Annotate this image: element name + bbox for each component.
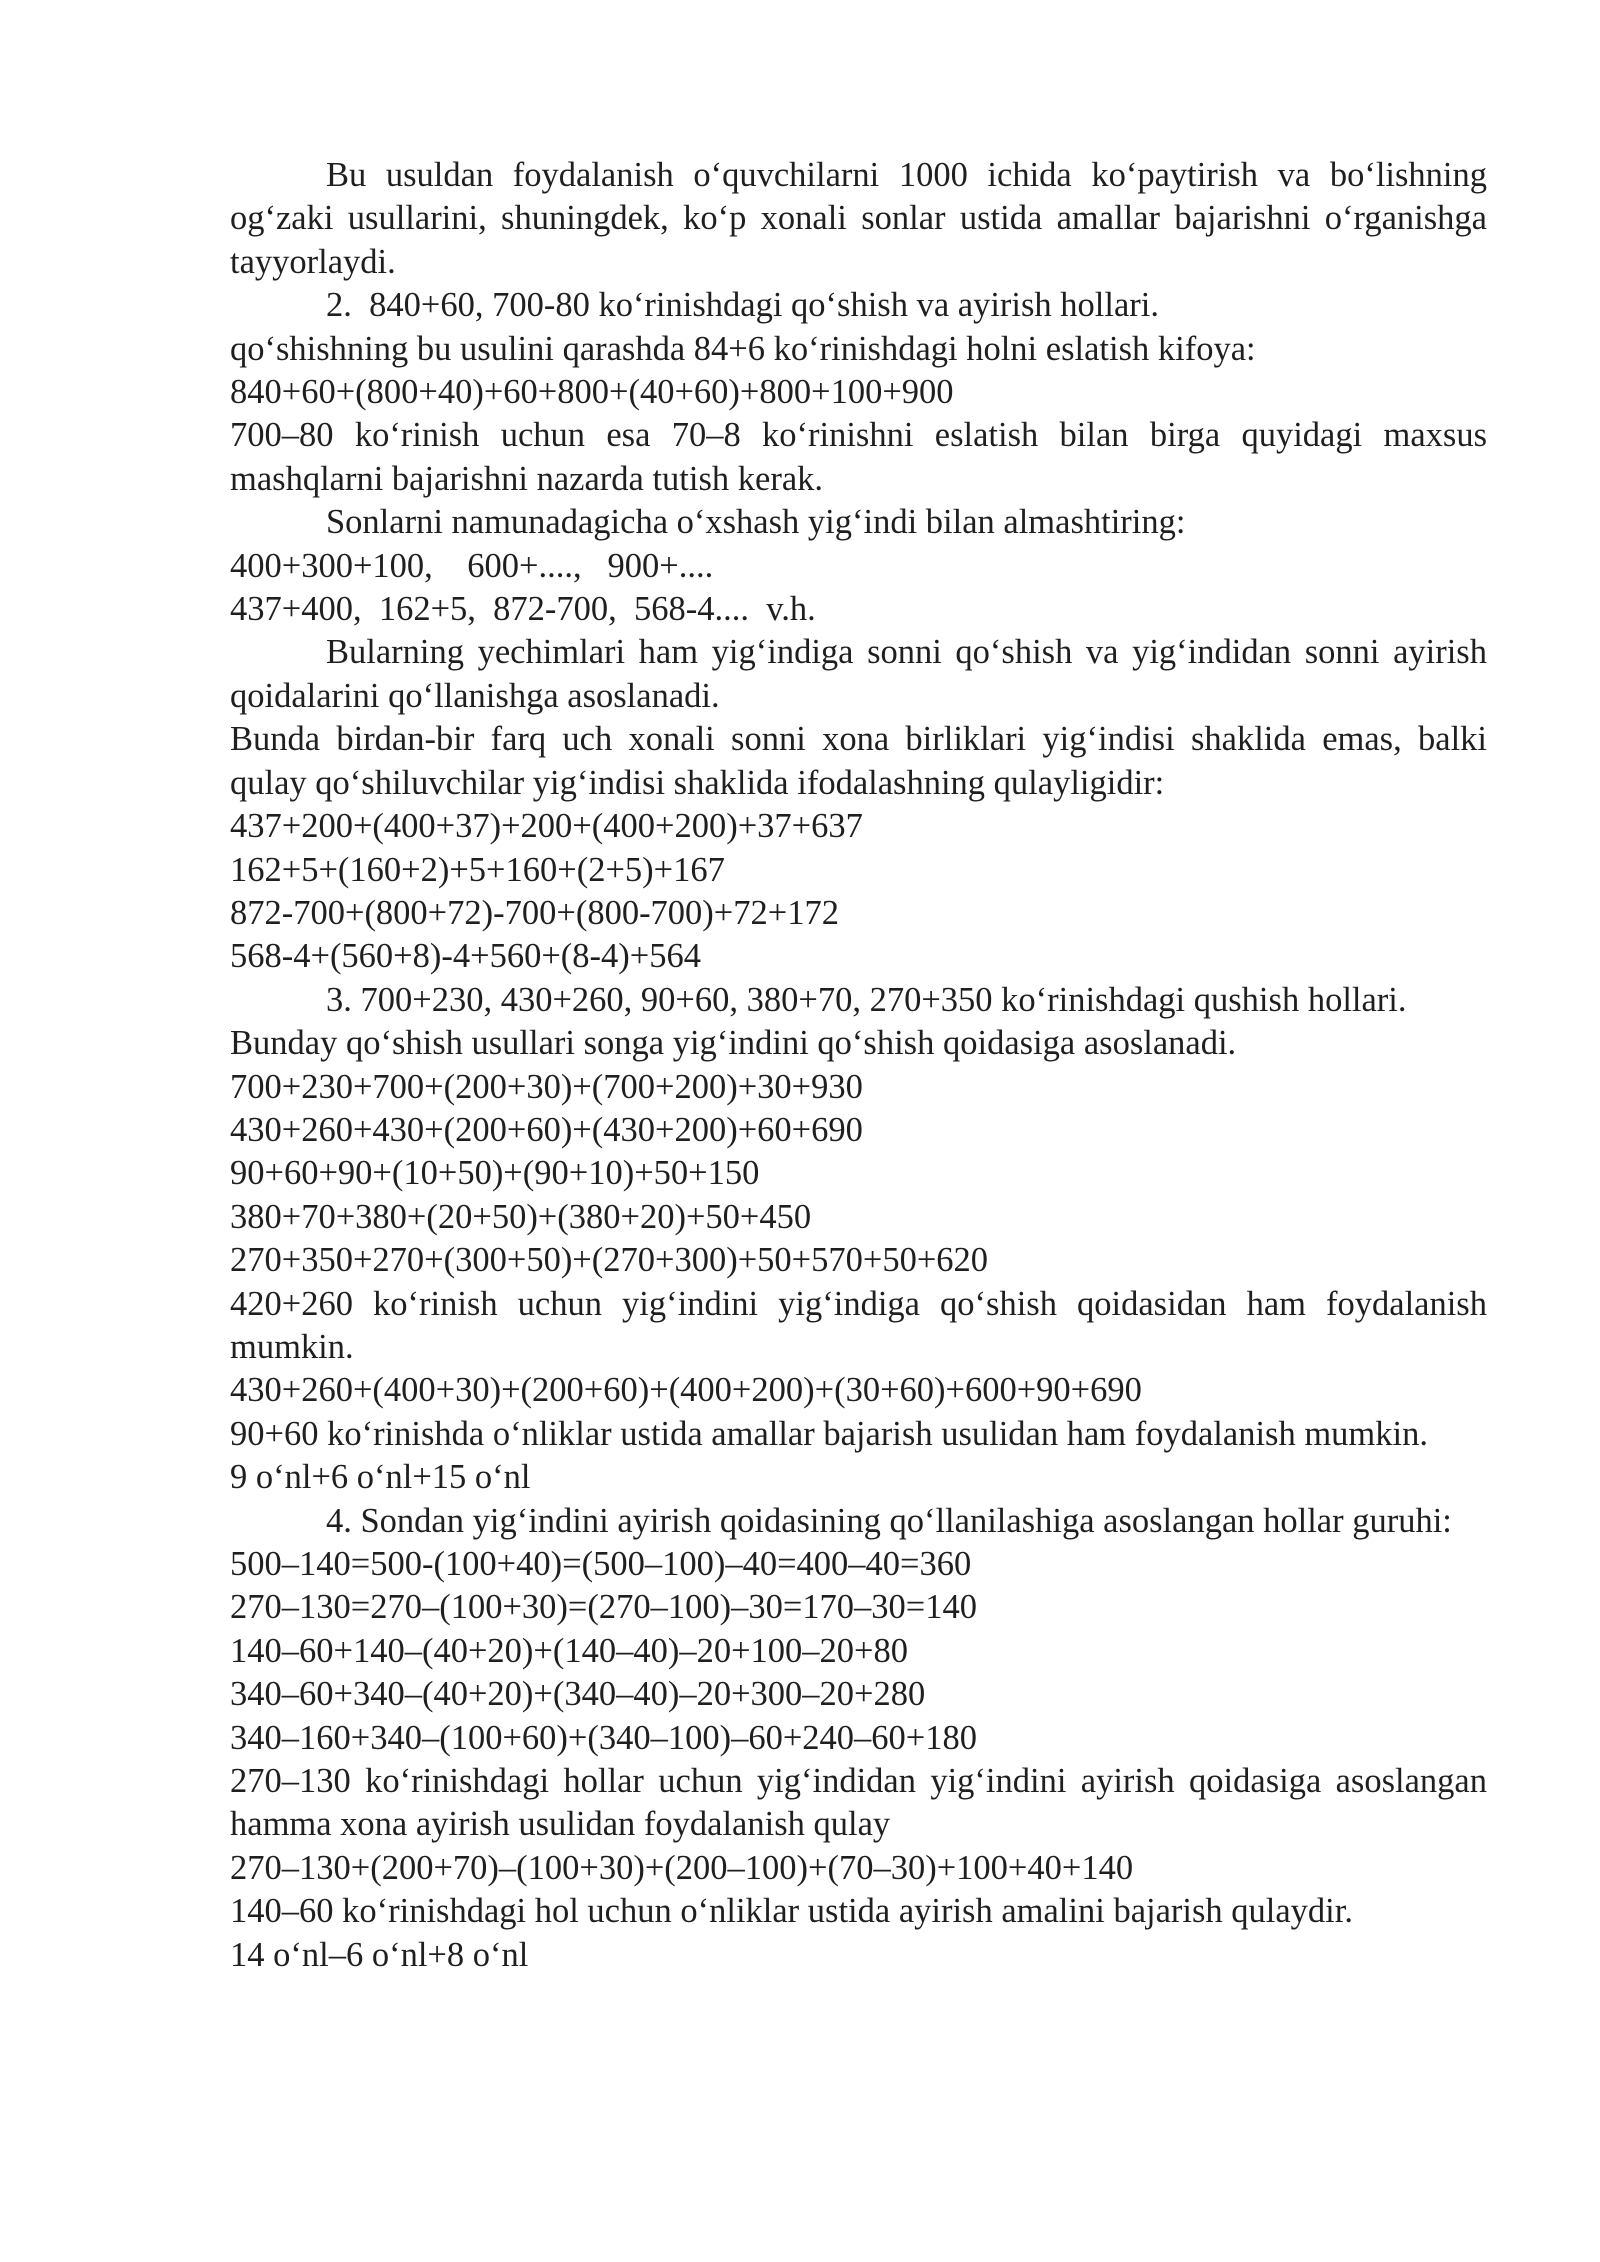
formula-line: 162+5+(160+2)+5+160+(2+5)+167 [230,850,725,889]
formula-line: 9 o‘nl+6 o‘nl+15 o‘nl [230,1458,531,1497]
section-heading-3: 3. 700+230, 430+260, 90+60, 380+70, 270+350 ko‘rinishdagi qushish hollari. [326,980,1407,1019]
formula-line: 568-4+(560+8)-4+560+(8-4)+564 [230,937,701,976]
document-page [230,154,1487,1977]
paragraph: 90+60 ko‘rinishda o‘nliklar ustida amallar bajarish usulidan ham foydalanish mumkin. [230,1414,1428,1453]
formula-line: 500–140=500-(100+40)=(500–100)–40=400–40=360 [230,1545,972,1583]
paragraph: Bunda birdan-bir farq uch xonali sonni xona birliklari yig‘indisi shaklida emas, balki qulay qo‘shiluvchilar yig‘indisi shaklida ifodalashning qulayligidir: [230,720,1487,802]
formula-line: 430+260+430+(200+60)+(430+200)+60+690 [230,1110,863,1149]
formula-line: 700+230+700+(200+30)+(700+200)+30+930 [230,1067,863,1106]
formula-line: 14 o‘nl–6 o‘nl+8 o‘nl [230,1935,529,1974]
exercise-instruction: Sonlarni namunadagicha o‘xshash yig‘indi bilan almashtiring: [326,503,1186,542]
formula-line: 430+260+(400+30)+(200+60)+(400+200)+(30+60)+600+90+690 [230,1371,1142,1410]
formula-line: 872-700+(800+72)-700+(800-700)+72+172 [230,893,839,932]
exercise-line: 400+300+100, 600+...., 900+.... [230,546,714,585]
formula-line: 140–60+140–(40+20)+(140–40)–20+100–20+80 [230,1631,908,1670]
formula-line: 270–130+(200+70)–(100+30)+(200–100)+(70–30)+100+40+140 [230,1848,1134,1887]
text-line: qo‘shishning bu usulini qarashda 84+6 ko‘rinishdagi holni eslatish kifoya: [230,329,1256,368]
formula-line: 340–60+340–(40+20)+(340–40)–20+300–20+280 [230,1675,926,1714]
paragraph: 700–80 ko‘rinish uchun esa 70–8 ko‘rinishni eslatish bilan birga quyidagi maxsus mashqlarni bajarishni nazarda tutish kerak. [230,416,1487,498]
exercise-line: 437+400, 162+5, 872-700, 568-4.... v.h. [230,590,816,629]
formula-line: 90+60+90+(10+50)+(90+10)+50+150 [230,1154,760,1193]
formula-line: 270+350+270+(300+50)+(270+300)+50+570+50+620 [230,1241,989,1280]
formula-line: 437+200+(400+37)+200+(400+200)+37+637 [230,807,863,846]
paragraph: 270–130 ko‘rinishdagi hollar uchun yig‘indidan yig‘indini ayirish qoidasiga asoslangan hamma xona ayirish usulidan foydalanish qulay [230,1762,1487,1844]
paragraph: Bularning yechimlari ham yig‘indiga sonni qo‘shish va yig‘indidan sonni ayirish qoidalarini qo‘llanishga asoslanadi. [230,633,1487,715]
text-line: Bunday qo‘shish usullari songa yig‘indini qo‘shish qoidasiga asoslanadi. [230,1024,1237,1063]
section-heading-4: 4. Sondan yig‘indini ayirish qoidasining qo‘llanilashiga asoslangan hollar guruhi: [326,1501,1452,1540]
paragraph: 420+260 ko‘rinish uchun yig‘indini yig‘indiga qo‘shish qoidasidan ham foydalanish mumkin. [230,1284,1487,1366]
section-heading-2: 2. 840+60, 700-80 ko‘rinishdagi qo‘shish va ayirish hollari. [326,286,1159,325]
formula-line: 840+60+(800+40)+60+800+(40+60)+800+100+900 [230,373,954,412]
formula-line: 380+70+380+(20+50)+(380+20)+50+450 [230,1197,812,1236]
formula-line: 340–160+340–(100+60)+(340–100)–60+240–60+180 [230,1718,977,1757]
paragraph: Bu usuldan foydalanish o‘quvchilarni 1000 ichida ko‘paytirish va bo‘lishning og‘zaki usullarini, shuningdek, ko‘p xonali sonlar ustida amallar bajarishni o‘rganishga tayyorlaydi. [230,156,1487,281]
formula-line: 270–130=270–(100+30)=(270–100)–30=170–30=140 [230,1588,977,1627]
text-line: 140–60 ko‘rinishdagi hol uchun o‘nliklar ustida ayirish amalini bajarish qulaydir. [230,1892,1353,1931]
